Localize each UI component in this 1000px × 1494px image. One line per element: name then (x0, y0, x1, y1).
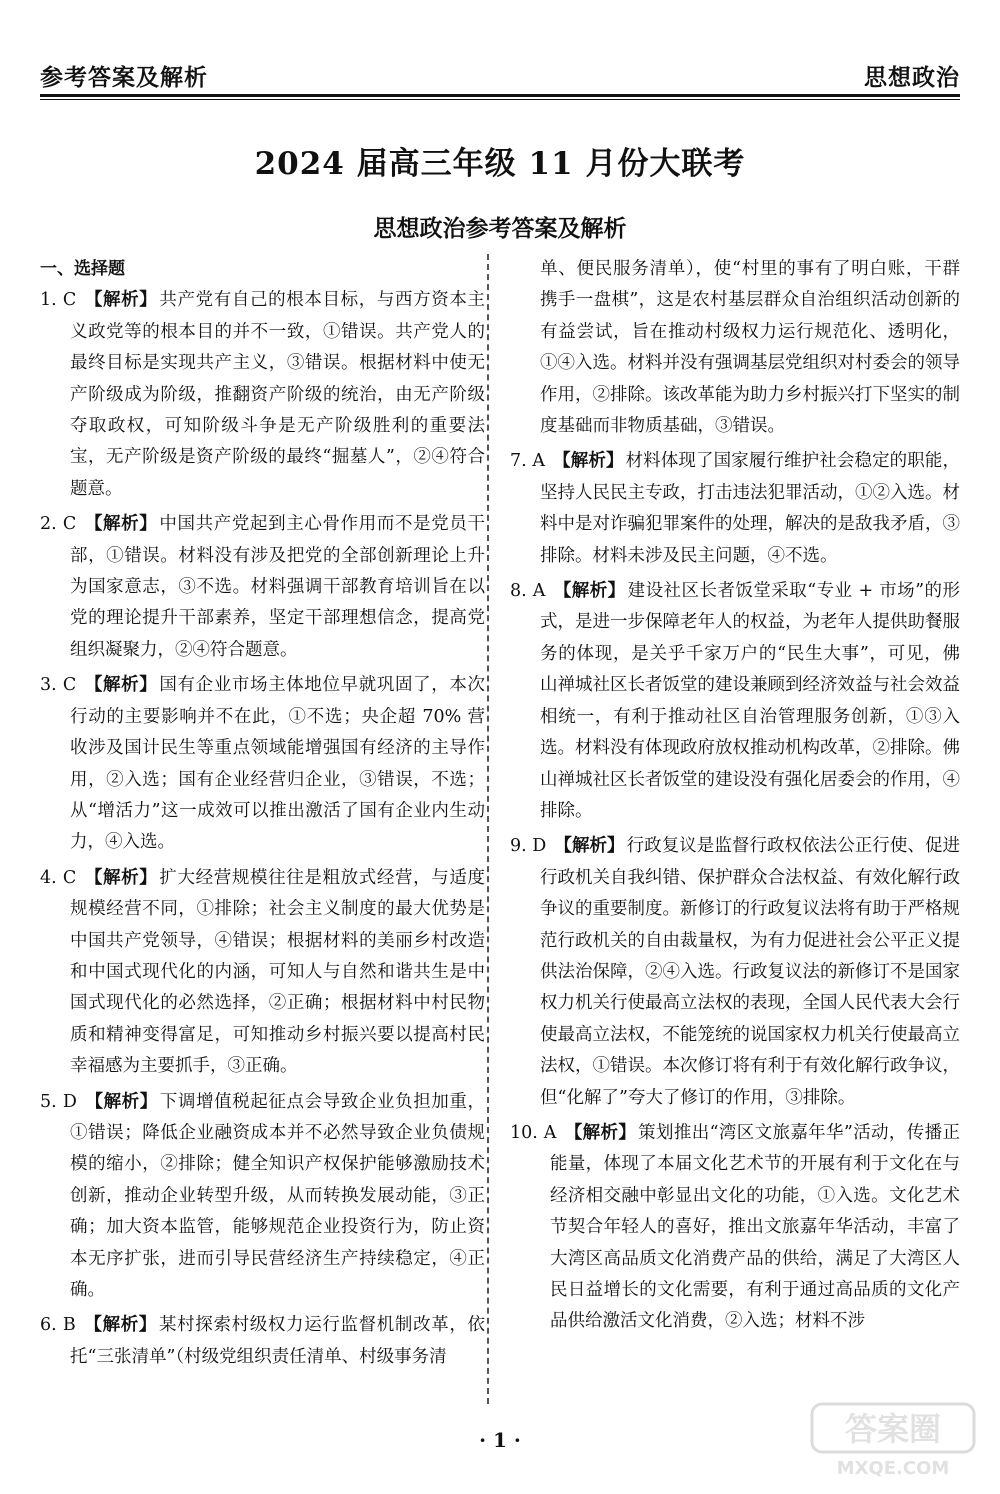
watermark-logo (808, 1400, 978, 1480)
answer-item-6 (40, 1310, 485, 1373)
analysis-tag: 【解析】 (83, 1315, 158, 1336)
analysis-tag: 【解析】 (553, 451, 624, 472)
answer-item-1 (40, 285, 485, 505)
right-column (510, 254, 960, 1342)
answer-item-7 (510, 446, 960, 572)
answer-number: 9. D (510, 836, 547, 857)
analysis-tag: 【解析】 (564, 1122, 637, 1143)
answer-item-10 (510, 1118, 960, 1338)
analysis-tag: 【解析】 (554, 836, 625, 857)
watermark-line1: 答案圈 (844, 1410, 942, 1448)
answer-text: 下调增值税起征点会导致企业负担加重，①错误；降低企业融资成本并不必然导致企业负债规模的缩小，②排除；健全知识产权保护能够激励技术创新，推动企业转型升级，从而转换发展动能，③正确；加大资本监管，能够规范企业投资行为，防止资本无序扩张，进而引导民营经济生产持续稳定，④正确。 (70, 1091, 486, 1300)
analysis-tag: 【解析】 (84, 1091, 158, 1112)
page-header (40, 52, 960, 92)
header-left-label: 参考答案及解析 (40, 64, 208, 91)
answer-number: 10. A (510, 1122, 557, 1143)
analysis-tag: 【解析】 (84, 290, 158, 311)
answer-number: 8. A (510, 581, 546, 602)
analysis-tag: 【解析】 (84, 514, 158, 535)
answer-text: 材料体现了国家履行维护社会稳定的职能，坚持人民民主专政，打击违法犯罪活动，①②入选。材料中是对诈骗犯罪案件的处理，解决的是敌我矛盾，③排除。材料未涉及民主问题，④不选。 (540, 451, 961, 566)
page-title: 2024 届高三年级 11 月份大联考 (254, 146, 746, 182)
answer-item-9 (510, 831, 960, 1114)
answer-item-3 (40, 670, 485, 858)
answer-text: 建设社区长者饭堂采取“专业 + 市场”的形式，是进一步保障老年人的权益，为老年人提供助餐服务的体现，是关乎千家万户的“民生大事”，可见，佛山禅城社区长者饭堂的建设兼顾到经济效益与社会效益相统一，有利于推动社区自治管理服务创新，①③入选。材料没有体现政府放权推动机构改革，②排除。佛山禅城社区长者饭堂的建设没有强化居委会的作用，④排除。 (540, 581, 960, 821)
answer-number: 5. D (40, 1091, 77, 1112)
left-column (40, 254, 485, 1377)
header-right-label: 思想政治 (864, 64, 960, 91)
header-rule (40, 94, 960, 97)
answer-number: 2. C (40, 514, 77, 535)
answer-text: 某村探索村级权力运行监督机制改革，依托“三张清单”（村级党组织责任清单、村级事务清 (70, 1315, 486, 1367)
analysis-tag: 【解析】 (84, 867, 158, 888)
answer-text: 策划推出“湾区文旅嘉年华”活动，传播正能量，体现了本届文化艺术节的开展有利于文化在与经济相交融中彰显出文化的功能，①入选。文化艺术节契合年轻人的喜好，推出文旅嘉年华活动，丰富了大湾区高品质文化消费产品的供给，满足了大湾区人民日益增长的文化需要，有利于通过高品质的文化产品供给激活文化消费，②入选；材料不涉 (550, 1122, 960, 1332)
answer-item-5 (40, 1087, 485, 1307)
answer-text: 行政复议是监督行政权依法公正行使、促进行政机关自我纠错、保护群众合法权益、有效化解行政争议的重要制度。新修订的行政复议法将有助于严格规范行政机关的自由裁量权，为有力促进社会公平正义提供法治保障，②④入选。行政复议法的新修订不是国家权力机关行使最高立法权的表现，全国人民代表大会行使最高立法权，不能笼统的说国家权力机关行使最高立法权，①错误。本次修订将有利于有效化解行政争议，但“化解了”夸大了修订的作用，③排除。 (540, 836, 961, 1108)
answer-number: 4. C (40, 867, 77, 888)
section-title: 一、选择题 (40, 259, 125, 279)
watermark-line2: MXQE.COM (836, 1458, 950, 1479)
answer-item-6-continued: 单、便民服务清单），使“村里的事有了明白账，干群携手一盘棋”，这是农村基层群众自治组织活动创新的有益尝试，旨在推动村级权力运行规范化、透明化，①④入选。材料并没有强调基层党组织对村委会的领导作用，②排除。该改革能为助力乡村振兴打下坚实的制度基础而非物质基础，③错误。 (540, 259, 960, 437)
answer-number: 6. B (40, 1315, 76, 1336)
answer-item-2 (40, 509, 485, 666)
analysis-tag: 【解析】 (553, 581, 626, 602)
header-rule-thin (40, 99, 960, 100)
answer-text: 国有企业市场主体地位早就巩固了，本次行动的主要影响并不在此，①不选；央企超 70% 营收涉及国计民生等重点领域能增强国有经济的主导作用，②入选；国有企业经营归企业，③错误，不选；从“增活力”这一成效可以推出激活了国有企业内生动力，④入选。 (70, 675, 486, 853)
answer-text: 扩大经营规模往往是粗放式经营，与适度规模经营不同，①排除；社会主义制度的最大优势是中国共产党领导，④错误；根据材料的美丽乡村改造和中国式现代化的内涵，可知人与自然和谐共生是中国式现代化的必然选择，②正确；根据材料中村民物质和精神变得富足，可知推动乡村振兴要以提高村民幸福感为主要抓手，③正确。 (70, 867, 486, 1077)
analysis-tag: 【解析】 (84, 675, 158, 696)
page-number: · 1 · (479, 1428, 521, 1452)
column-divider (487, 254, 489, 1404)
answer-text: 中国共产党起到主心骨作用而不是党员干部，①错误。材料没有涉及把党的全部创新理论上升为国家意志，③不选。材料强调干部教育培训旨在以党的理论提升干部素养，坚定干部理想信念，提高党组织凝聚力，②④符合题意。 (70, 514, 486, 660)
answer-item-4 (40, 863, 485, 1083)
answer-number: 7. A (510, 451, 546, 472)
page-subtitle: 思想政治参考答案及解析 (373, 216, 627, 242)
answer-number: 1. C (40, 290, 77, 311)
answer-text: 共产党有自己的根本目标，与西方资本主义政党等的根本目的并不一致，①错误。共产党人的最终目标是实现共产主义，③错误。根据材料中使无产阶级成为阶级，推翻资产阶级的统治，由无产阶级夺取政权，可知阶级斗争是无产阶级胜利的重要法宝，无产阶级是资产阶级的最终“掘墓人”，②④符合题意。 (70, 290, 486, 499)
answer-item-8 (510, 576, 960, 827)
answer-number: 3. C (40, 675, 77, 696)
